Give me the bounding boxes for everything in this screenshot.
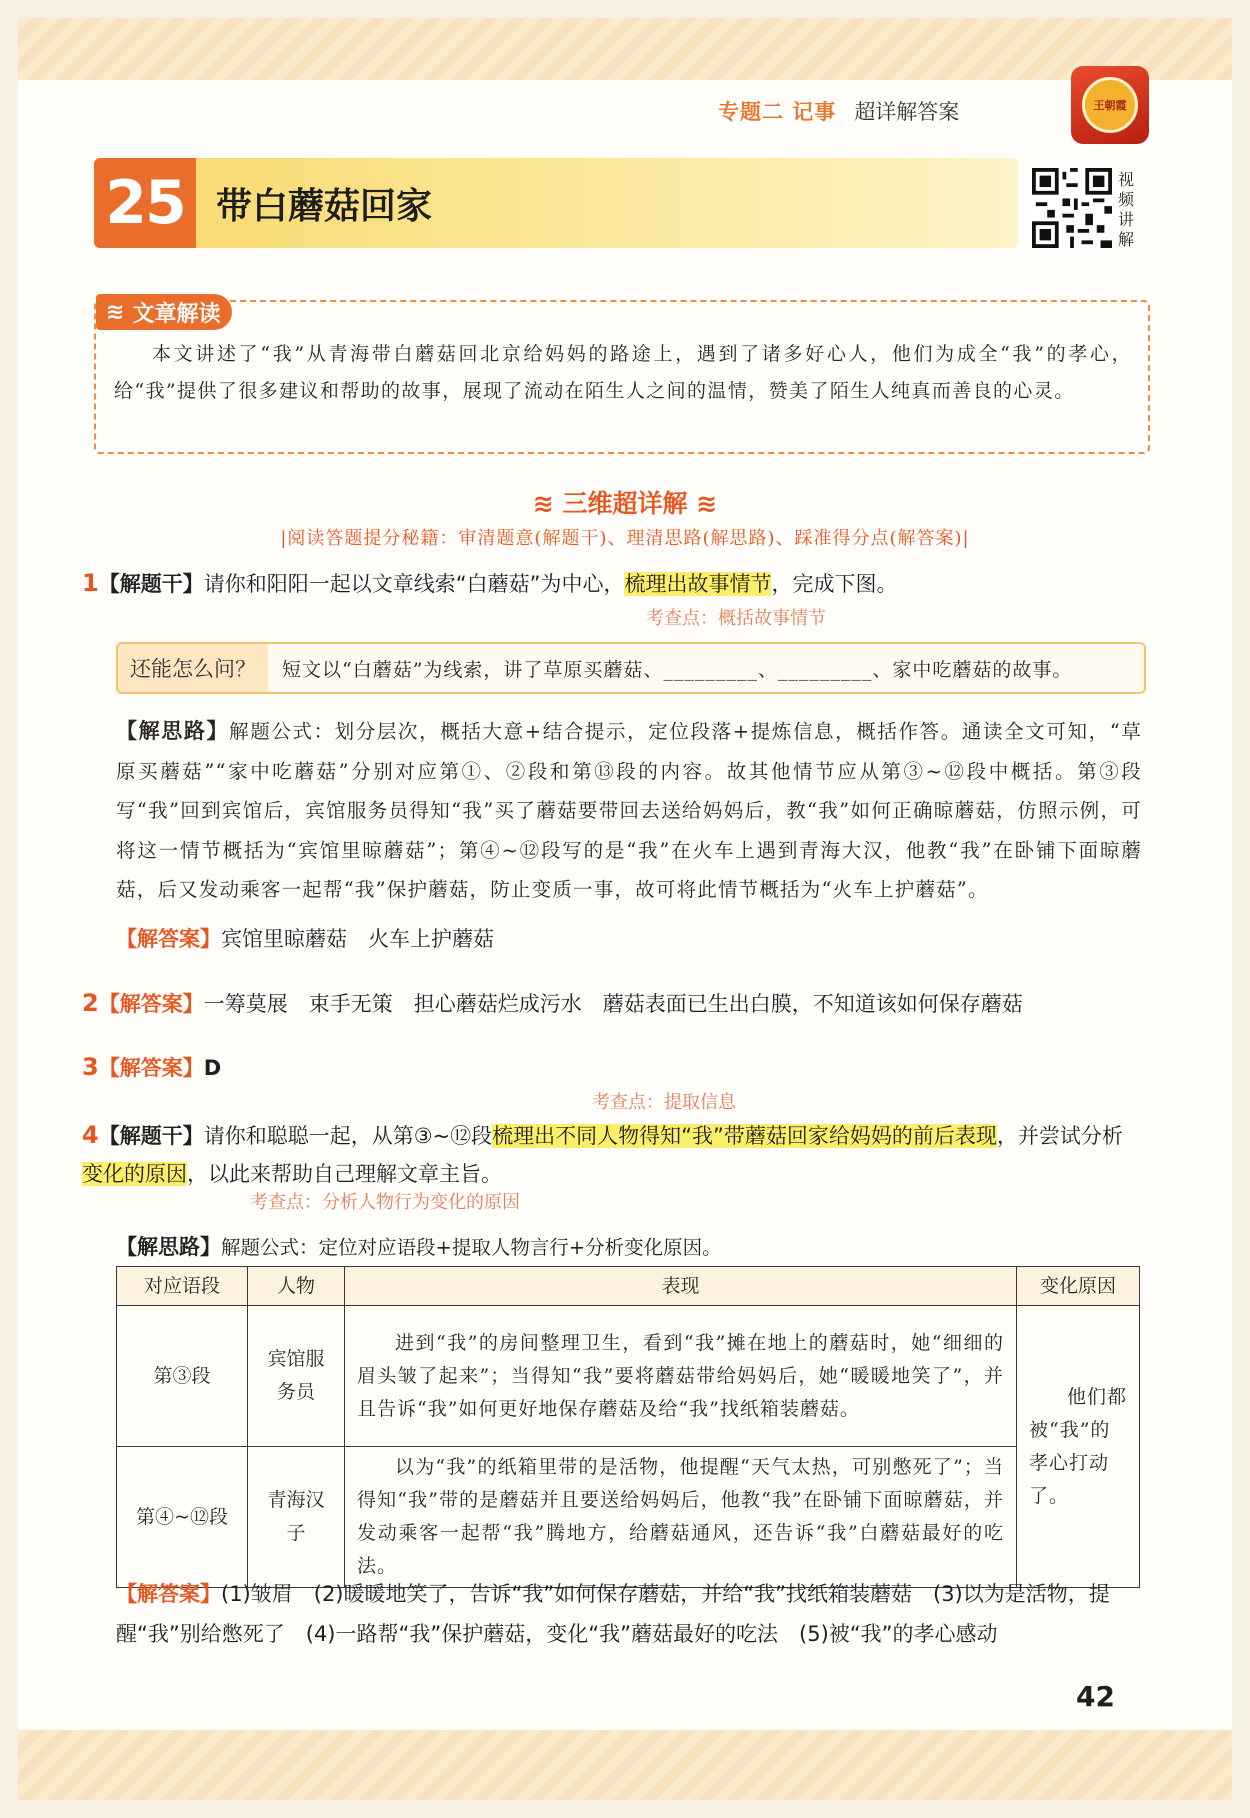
q1-answer-label: 【解答案】 bbox=[116, 927, 221, 951]
lesson-number: 25 bbox=[94, 158, 196, 248]
q4-text-b: ，并尝试分析 bbox=[996, 1124, 1123, 1148]
reading-tag bbox=[96, 294, 232, 330]
q1-answer bbox=[116, 920, 494, 958]
lesson-title: 带白蘑菇回家 bbox=[216, 185, 433, 227]
q4-stem bbox=[82, 1116, 1142, 1193]
q4-answer-text: (1)皱眉 (2)暖暖地笑了，告诉“我”如何保存蘑菇，并给“我”找纸箱装蘑菇 (3)以为是活物，提醒“我”别给憋死了 (4)一路帮“我”保护蘑菇，变化“我”蘑菇最好的吃法 (5)被“我”的孝心感动 bbox=[116, 1582, 1110, 1646]
table-cell-paragraph: 第④~⑫段 bbox=[117, 1447, 248, 1588]
header-topic: 专题二 记事 bbox=[718, 100, 837, 124]
q4-table bbox=[116, 1266, 1140, 1588]
q4-text-c: ，以此来帮助自己理解文章主旨。 bbox=[187, 1162, 502, 1186]
table-cell-reason: 他们都被“我”的孝心打动了。 bbox=[1017, 1306, 1140, 1588]
q4-text-a: 请你和聪聪一起，从第③~⑫段 bbox=[203, 1124, 493, 1148]
q2-answer-text: 一筹莫展 束手无策 担心蘑菇烂成污水 蘑菇表面已生出白膜，不知道该如何保存蘑菇 bbox=[203, 992, 1023, 1016]
table-header-cell: 表现 bbox=[345, 1267, 1017, 1306]
q1-answer-text: 宾馆里晾蘑菇 火车上护蘑菇 bbox=[221, 927, 494, 951]
q1-text-b: ，完成下图。 bbox=[771, 572, 898, 596]
q1-exam-point: 考查点：概括故事情节 bbox=[646, 608, 826, 629]
brand-logo bbox=[1071, 66, 1149, 144]
q4-thinking-label: 【解思路】 bbox=[116, 1235, 221, 1259]
q3-answer bbox=[82, 1048, 221, 1087]
q3-answer-text: D bbox=[203, 1056, 222, 1080]
q1-hint-tag: 还能怎么问？ bbox=[118, 644, 268, 692]
lesson-title-bar bbox=[94, 158, 1018, 248]
q1-number: 1 bbox=[82, 569, 99, 597]
q4-answer-label: 【解答案】 bbox=[116, 1582, 221, 1606]
q1-thinking bbox=[116, 712, 1142, 910]
q1-thinking-formula: 解题公式：划分层次，概括大意+结合提示，定位段落+提炼信息，概括作答。 bbox=[229, 720, 962, 743]
wave-icon: ≋ bbox=[106, 299, 125, 325]
q4-highlight-a: 梳理出不同人物得知“我”带蘑菇回家给妈妈的前后表现 bbox=[492, 1124, 997, 1148]
q3-label: 【解答案】 bbox=[98, 1056, 204, 1080]
wave-icon: ≋ bbox=[532, 489, 563, 518]
section-title bbox=[18, 484, 1232, 520]
table-cell-paragraph: 第③段 bbox=[117, 1306, 248, 1447]
qr-code-icon[interactable] bbox=[1032, 168, 1112, 248]
page bbox=[18, 18, 1232, 1800]
q1-highlight: 梳理出故事情节 bbox=[624, 572, 772, 596]
table-header-cell: 对应语段 bbox=[117, 1267, 248, 1306]
running-header bbox=[718, 96, 959, 126]
q1-thinking-label: 【解思路】 bbox=[116, 719, 230, 743]
q1-hint-box bbox=[116, 642, 1146, 694]
q1-text-a: 请你和阳阳一起以文章线索“白蘑菇”为中心， bbox=[203, 572, 625, 596]
q4-label: 【解题干】 bbox=[98, 1124, 204, 1148]
table-cell-behavior: 进到“我”的房间整理卫生，看到“我”摊在地上的蘑菇时，她“细细的眉头皱了起来”；当得知“我”要将蘑菇带给妈妈后，她“暖暖地笑了”，并且告诉“我”如何更好地保存蘑菇及给“我”找纸箱装蘑菇。 bbox=[345, 1306, 1017, 1447]
q4-thinking-formula: 解题公式：定位对应语段+提取人物言行+分析变化原因。 bbox=[221, 1236, 722, 1259]
table-header-cell: 人物 bbox=[248, 1267, 345, 1306]
table-row bbox=[117, 1447, 1140, 1588]
header-subtitle: 超详解答案 bbox=[854, 100, 960, 124]
table-header-row bbox=[117, 1267, 1140, 1306]
q1-thinking-text: 通读全文可知，“草原买蘑菇”“家中吃蘑菇”分别对应第①、②段和第⑬段的内容。故其他情节应从第③~⑫段中概括。第③段写“我”回到宾馆后，宾馆服务员得知“我”买了蘑菇要带回去送给妈妈后，教“我”如何正确晾蘑菇，仿照示例，可将这一情节概括为“宾馆里晾蘑菇”；第④~⑫段写的是“我”在火车上遇到青海大汉，他教“我”在卧铺下面晾蘑菇，后又发动乘客一起帮“我”保护蘑菇，防止变质一事，故可将此情节概括为“火车上护蘑菇”。 bbox=[116, 720, 1142, 901]
table-cell-person: 青海汉子 bbox=[248, 1447, 345, 1588]
bottom-decoration-band bbox=[18, 1730, 1232, 1800]
reading-tag-label: 文章解读 bbox=[132, 301, 221, 327]
q2-answer bbox=[82, 984, 1023, 1023]
q4-exam-point-top: 考查点：提取信息 bbox=[592, 1092, 736, 1113]
page-number: 42 bbox=[1076, 1680, 1115, 1713]
q2-number: 2 bbox=[82, 989, 99, 1017]
brand-logo-text: 王朝霞 bbox=[1082, 77, 1138, 133]
q2-label: 【解答案】 bbox=[98, 992, 204, 1016]
qr-label: 视频讲解 bbox=[1118, 170, 1135, 249]
q1-label: 【解题干】 bbox=[98, 572, 204, 596]
top-decoration-band bbox=[18, 18, 1232, 80]
table-cell-behavior: 以为“我”的纸箱里带的是活物，他提醒“天气太热，可别憋死了”；当得知“我”带的是蘑菇并且要送给妈妈后，他教“我”在卧铺下面晾蘑菇，并发动乘客一起帮“我”腾地方，给蘑菇通风，还告诉“我”白蘑菇最好的吃法。 bbox=[345, 1447, 1017, 1588]
table-header-cell: 变化原因 bbox=[1017, 1267, 1140, 1306]
q3-number: 3 bbox=[82, 1053, 99, 1081]
q4-exam-point-bottom: 考查点：分析人物行为变化的原因 bbox=[250, 1192, 520, 1213]
q4-number: 4 bbox=[82, 1121, 99, 1149]
table-cell-person: 宾馆服务员 bbox=[248, 1306, 345, 1447]
wave-icon: ≋ bbox=[687, 489, 718, 518]
section-subtitle: |阅读答题提分秘籍：审清题意(解题干)、理清思路(解思路)、踩准得分点(解答案)| bbox=[280, 528, 970, 549]
reading-text: 本文讲述了“我”从青海带白蘑菇回北京给妈妈的路途上，遇到了诸多好心人，他们为成全“我”的孝心，给“我”提供了很多建议和帮助的故事，展现了流动在陌生人之间的温情，赞美了陌生人纯真而善良的心灵。 bbox=[114, 343, 1132, 402]
table-row bbox=[117, 1306, 1140, 1447]
section-title-text: 三维超详解 bbox=[562, 489, 688, 518]
q4-thinking bbox=[116, 1228, 722, 1267]
q1-hint-text: 短文以“白蘑菇”为线索，讲了草原买蘑菇、_________、_________、家中吃蘑菇的故事。 bbox=[282, 658, 1073, 681]
q1-stem bbox=[82, 564, 897, 603]
q4-highlight-b: 变化的原因 bbox=[82, 1162, 187, 1186]
q4-answer bbox=[116, 1574, 1144, 1654]
